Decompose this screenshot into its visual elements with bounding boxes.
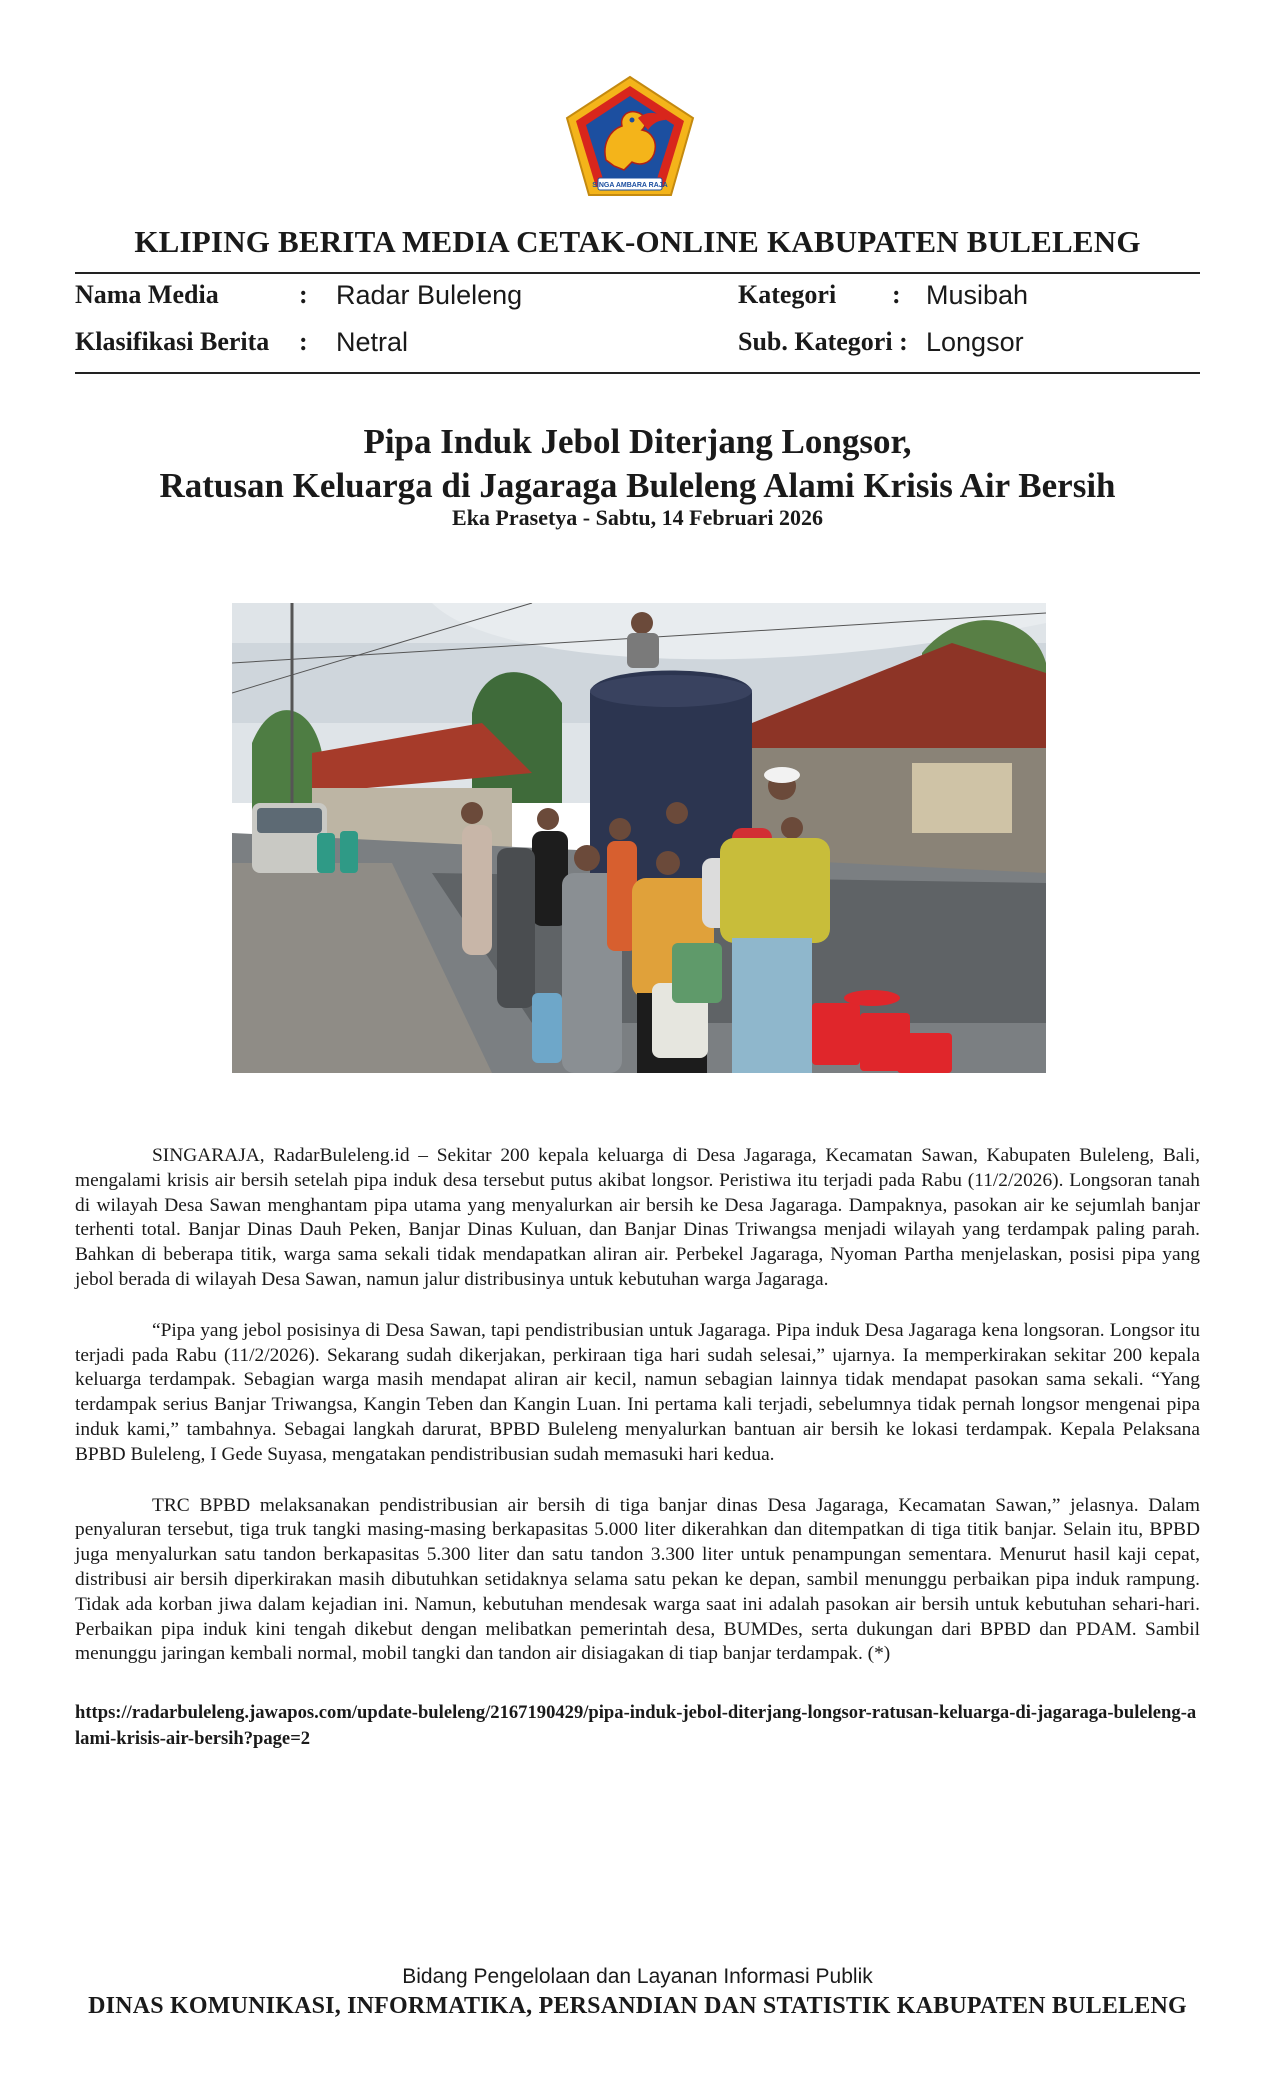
meta-row-classification (75, 327, 1200, 367)
header-top-rule (75, 272, 1200, 274)
article-byline: Eka Prasetya - Sabtu, 14 Februari 2026 (452, 505, 823, 530)
regency-emblem-logo (562, 74, 698, 200)
headline-line-2: Ratusan Keluarga di Jagaraga Buleleng Alami Krisis Air Bersih (159, 466, 1116, 505)
headline-line-1: Pipa Induk Jebol Diterjang Longsor, (363, 422, 912, 461)
source-url-link[interactable]: https://radarbuleleng.jawapos.com/update-buleleng/2167190429/pipa-induk-jebol-diterjang-longsor-ratusan-keluarga-di-jagaraga-buleleng-alami-krisis-air-bersih?page=2 (75, 1702, 1197, 1749)
media-name-label: Nama Media (75, 280, 219, 309)
classification-value: Netral (336, 327, 409, 357)
article-photo (232, 603, 1046, 1073)
header-bottom-rule (75, 372, 1200, 374)
article-paragraph-2: “Pipa yang jebol posisinya di Desa Sawan, tapi pendistribusian untuk Jagaraga. Pipa induk Desa Jagaraga kena longsoran. Longsor itu terjadi pada Rabu (11/2/2026). Sekarang sudah dikerjakan, perkiraan tiga hari sudah selesai,” ujarnya. Ia memperkirakan sekitar 200 kepala keluarga terdampak. Sebagian warga masih mendapat aliran air kecil, namun sebagian lainnya tidak mendapat pasokan sama sekali. “Yang terdampak serius Banjar Triwangsa, Kangin Teben dan Kangin Luan. Ini pertama kali terjadi, sebelumnya tidak pernah longsor mengenai pipa induk kami,” tambahnya. Sebagai langkah darurat, BPBD Buleleng menyalurkan bantuan air bersih ke lokasi terdampak. Kepala Pelaksana BPBD Buleleng, I Gede Suyasa, mengatakan pendistribusian sudah memasuki hari kedua. (75, 1319, 1200, 1465)
footer-division-name: Bidang Pengelolaan dan Layanan Informasi Publik (402, 1965, 873, 1988)
article-paragraph-1: SINGARAJA, RadarBuleleng.id – Sekitar 200 kepala keluarga di Desa Jagaraga, Kecamatan Sawan, Kabupaten Buleleng, Bali, mengalami krisis air bersih setelah pipa induk desa tersebut putus akibat longsor. Peristiwa itu terjadi pada Rabu (11/2/2026). Longsoran tanah di wilayah Desa Sawan menghantam pipa utama yang menyalurkan air bersih ke Desa Jagaraga. Dampaknya, pasokan air ke sejumlah banjar terhenti total. Banjar Dinas Dauh Peken, Banjar Dinas Kuluan, dan Banjar Dinas Triwangsa menjadi wilayah yang terdampak paling parah. Bahkan di beberapa titik, warga sama sekali tidak mendapatkan aliran air. Perbekel Jagaraga, Nyoman Partha menjelaskan, posisi pipa yang jebol berada di wilayah Desa Sawan, namun jalur distribusinya untuk kebutuhan warga Jagaraga. (75, 1145, 1200, 1290)
clipping-header-title: KLIPING BERITA MEDIA CETAK-ONLINE KABUPATEN BULELENG (134, 224, 1141, 259)
category-separator: : (892, 280, 901, 309)
classification-label: Klasifikasi Berita (75, 327, 270, 356)
category-value: Musibah (926, 280, 1029, 310)
classification-separator: : (299, 327, 308, 356)
article-body (75, 1144, 1200, 1693)
category-label: Kategori (738, 280, 837, 309)
logo-motto-text: SINGA AMBARA RAJA (592, 182, 668, 189)
media-name-value: Radar Buleleng (336, 280, 523, 310)
subcategory-value: Longsor (926, 327, 1024, 357)
media-name-separator: : (299, 280, 308, 309)
footer-department-name: DINAS KOMUNIKASI, INFORMATIKA, PERSANDIAN DAN STATISTIK KABUPATEN BULELENG (88, 1993, 1187, 2019)
meta-row-media (75, 280, 1200, 320)
article-paragraph-3: TRC BPBD melaksanakan pendistribusian air bersih di tiga banjar dinas Desa Jagaraga, Kecamatan Sawan,” jelasnya. Dalam penyaluran tersebut, tiga truk tangki masing-masing berkapasitas 5.000 liter dikerahkan dan ditempatkan di tiga titik banjar. Selain itu, BPBD juga menyalurkan satu tandon berkapasitas 5.300 liter dan satu tandon 3.300 liter untuk penampungan sementara. Menurut hasil kaji cepat, distribusi air bersih diperkirakan masih dibutuhkan setidaknya selama satu pekan ke depan, sambil menunggu perbaikan pipa induk rampung. Tidak ada korban jiwa dalam kejadian ini. Namun, kebutuhan mendesak warga saat ini adalah pasokan air bersih untuk kebutuhan sehari-hari. Perbaikan pipa induk kini tengah dikebut dengan melibatkan pemerintah desa, BUMDes, serta dukungan dari BPBD dan PDAM. Sambil menunggu jaringan kembali normal, mobil tangki dan tandon air disiagakan di tiap banjar terdampak. (*) (75, 1494, 1200, 1665)
subcategory-label: Sub. Kategori : (738, 327, 908, 356)
